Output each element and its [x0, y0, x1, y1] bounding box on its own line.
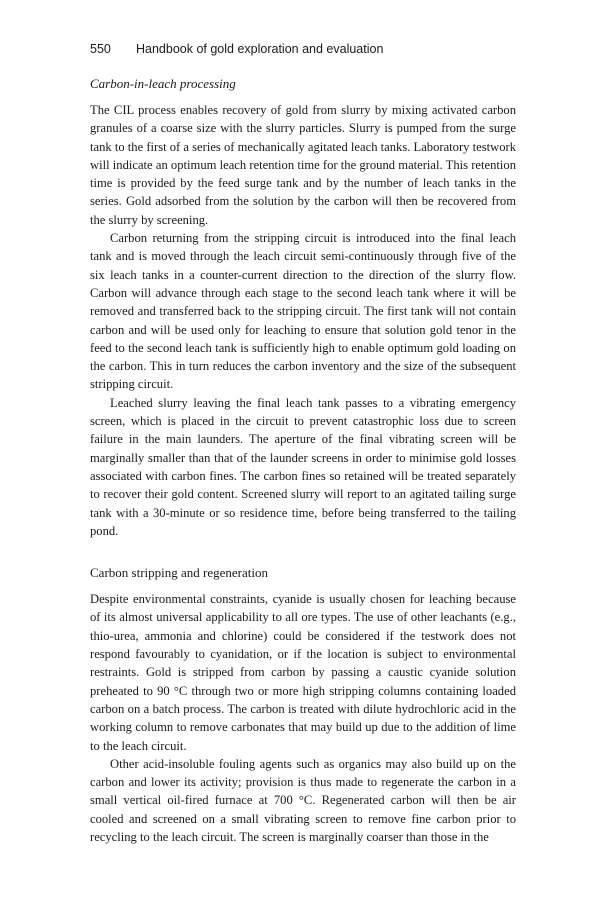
- section-heading: Carbon-in-leach processing: [90, 76, 236, 91]
- page-number: 550: [90, 42, 111, 56]
- book-title: Handbook of gold exploration and evaluation: [136, 42, 384, 56]
- running-head: [90, 40, 516, 58]
- paragraph: Despite environmental constraints, cyanide is usually chosen for leaching because of its almost universal applicability to all ore types. The use of other leachants (e.g., thio-urea, ammonia and chlorine) could be considered if the testwork does not respond favourably to cyanidation, or if the location is subject to environmental restraints. Gold is stripped from carbon by passing a caustic cyanide solution preheated to 90 °C through two or more high stripping columns containing loaded carbon on a batch process. The carbon is treated with dilute hydrochloric acid in the working column to remove carbonates that may build up due to the addition of lime to the leach circuit.: [90, 592, 516, 753]
- section-carbon-in-leach: [90, 75, 516, 540]
- paragraph: Other acid-insoluble fouling agents such as organics may also build up on the carbon and lower its activity; provision is thus made to regenerate the carbon in a small vertical oil-fired furnace at 700 °C. Regenerated carbon will then be air cooled and screened on a small vibrating screen to remove fine carbon prior to recycling to the leach circuit. The screen is marginally coarser than those in the: [90, 756, 516, 844]
- section-carbon-stripping: [90, 564, 516, 846]
- book-page: [90, 40, 516, 846]
- paragraph: The CIL process enables recovery of gold from slurry by mixing activated carbon granules of a coarse size with the slurry particles. Slurry is pumped from the surge tank to the first of a series of mechanically agitated leach tanks. Laboratory testwork will indicate an optimum leach retention time for the ground material. This retention time is provided by the feed surge tank and by the number of leach tanks in the series. Gold adsorbed from the solution by the carbon will then be recovered from the slurry by screening.: [90, 103, 516, 227]
- section-spacer: [90, 540, 516, 564]
- paragraph: Carbon returning from the stripping circuit is introduced into the final leach tank and is moved through the leach circuit semi-continuously through five of the six leach tanks in a counter-current direction to the direction of the slurry flow. Carbon will advance through each stage to the second leach tank where it will be removed and transferred back to the stripping circuit. The first tank will not contain carbon and will be used only for leaching to ensure that solution gold tenor in the feed to the second leach tank is sufficiently high to enable optimum gold loading on the carbon. This in turn reduces the carbon inventory and the size of the subsequent stripping circuit.: [90, 231, 516, 392]
- paragraph: Leached slurry leaving the final leach tank passes to a vibrating emergency screen, which is placed in the circuit to prevent catastrophic loss due to screen failure in the main launders. The aperture of the final vibrating screen will be marginally smaller than that of the launder screens in order to minimise gold losses associated with carbon fines. The carbon fines so retained will be treated separately to recover their gold content. Screened slurry will report to an agitated tailing surge tank with a 30-minute or so residence time, before being transferred to the tailing pond.: [90, 395, 516, 538]
- section-heading: Carbon stripping and regeneration: [90, 565, 268, 581]
